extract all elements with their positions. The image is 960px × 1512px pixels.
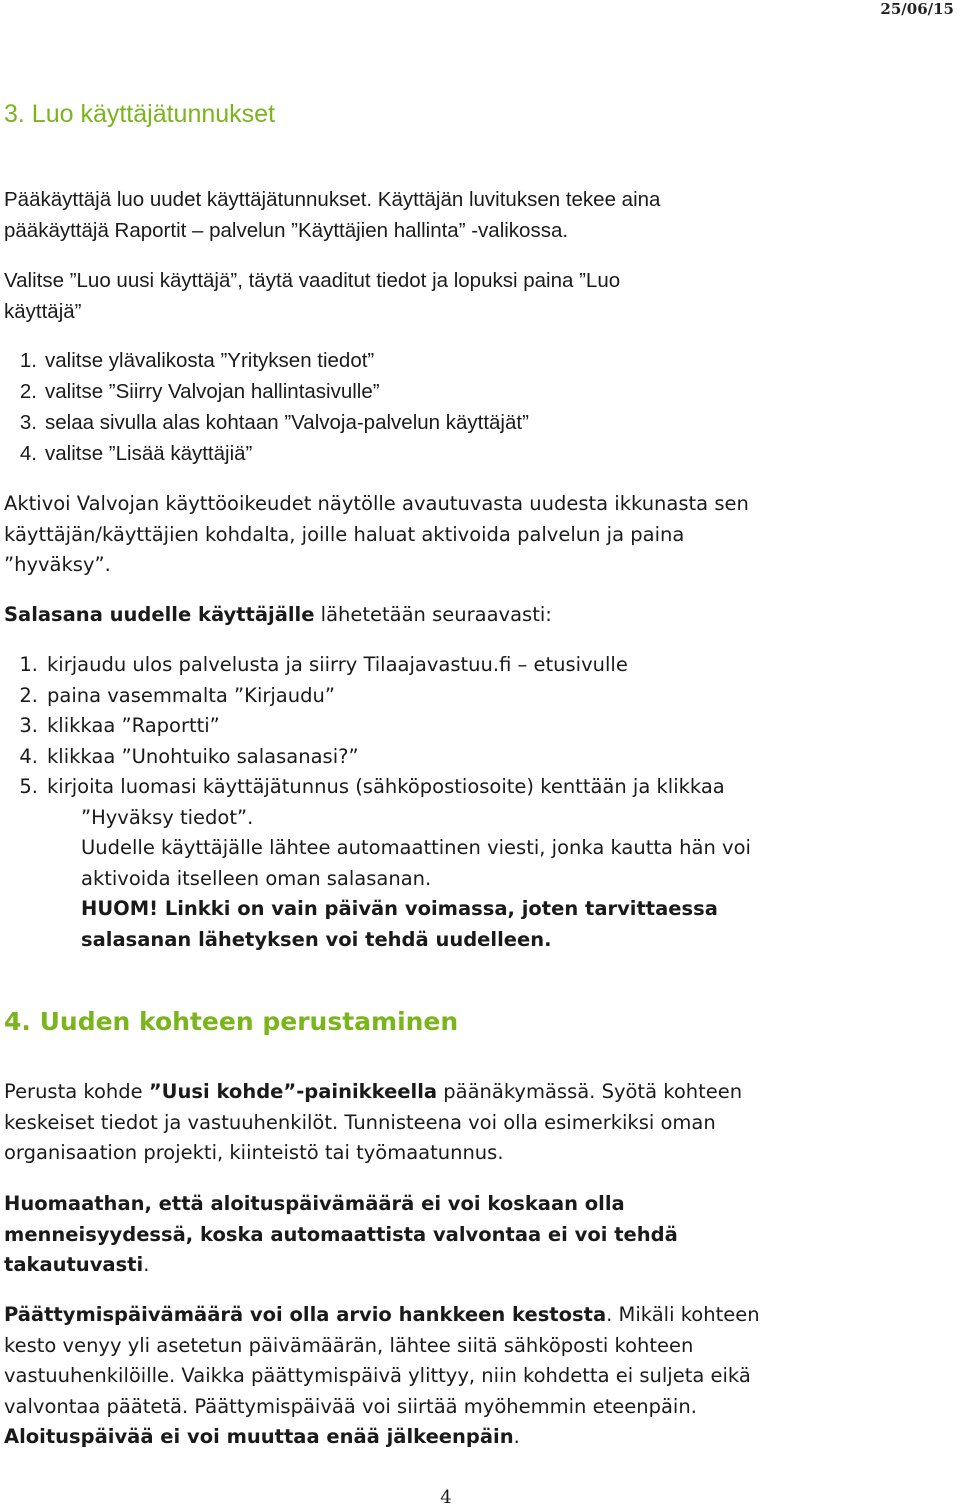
p3-last-end: . bbox=[513, 1425, 520, 1448]
list-item bbox=[4, 345, 529, 376]
password-heading-bold: Salasana uudelle käyttäjälle bbox=[4, 603, 315, 626]
paragraph-line: kesto venyy yli asetetun päivämäärän, lähtee siitä sähköposti kohteen bbox=[4, 1333, 694, 1357]
section4-paragraph-1 bbox=[4, 1077, 742, 1169]
list-text: valitse ylävalikosta ”Yrityksen tiedot” bbox=[45, 349, 375, 372]
password-steps-list bbox=[4, 650, 751, 955]
steps-list bbox=[4, 345, 529, 469]
section-4-heading: 4. Uuden kohteen perustaminen bbox=[4, 1007, 459, 1036]
list-item bbox=[4, 376, 529, 407]
list-text: kirjoita luomasi käyttäjätunnus (sähköpostiosoite) kenttään ja klikkaa bbox=[47, 775, 725, 798]
p3-last-bold: Aloituspäivää ei voi muuttaa enää jälkeenpäin bbox=[4, 1425, 514, 1448]
activate-line: ”hyväksy”. bbox=[4, 553, 111, 576]
activate-line: käyttäjän/käyttäjien kohdalta, joille haluat aktivoida palvelun ja paina bbox=[4, 522, 685, 546]
list-item bbox=[4, 407, 529, 438]
list-item bbox=[4, 650, 751, 681]
list-item bbox=[4, 681, 751, 712]
list-text: valitse ”Lisää käyttäjiä” bbox=[45, 442, 253, 465]
paragraph-line bbox=[4, 1250, 678, 1281]
password-heading bbox=[4, 600, 552, 631]
intro-paragraph bbox=[4, 184, 660, 246]
step5-continuation: ”Hyväksy tiedot”. bbox=[81, 805, 254, 829]
paragraph-line: organisaation projekti, kiinteistö tai työmaatunnus. bbox=[4, 1141, 504, 1164]
list-number: 1. bbox=[19, 653, 38, 676]
paragraph-line bbox=[4, 1422, 760, 1453]
list-text: kirjaudu ulos palvelusta ja siirry Tilaajavastuu.fi – etusivulle bbox=[47, 653, 628, 676]
list-text: selaa sivulla alas kohtaan ”Valvoja-palvelun käyttäjät” bbox=[45, 411, 529, 434]
paragraph-line: valvontaa päätetä. Päättymispäivää voi siirtää myöhemmin eteenpäin. bbox=[4, 1394, 697, 1418]
intro-line: pääkäyttäjä Raportit – palvelun ”Käyttäjien hallinta” -valikossa. bbox=[4, 219, 569, 242]
page-number: 4 bbox=[440, 1487, 452, 1508]
list-text: valitse ”Siirry Valvojan hallintasivulle” bbox=[45, 380, 380, 403]
list-number: 4. bbox=[19, 744, 38, 768]
list-number: 3. bbox=[19, 411, 37, 434]
list-number: 2. bbox=[19, 683, 38, 707]
activate-paragraph bbox=[4, 489, 749, 581]
paragraph-line bbox=[4, 1300, 760, 1331]
paragraph-line: vastuuhenkilöille. Vaikka päättymispäivä ylittyy, niin kohdetta ei suljeta eikä bbox=[4, 1364, 751, 1387]
list-item bbox=[4, 711, 751, 742]
list-item bbox=[4, 772, 751, 803]
step5-note-line: aktivoida itselleen oman salasanan. bbox=[81, 866, 432, 890]
p1-text-bold: ”Uusi kohde”-painikkeella bbox=[148, 1080, 438, 1103]
activate-line: Aktivoi Valvojan käyttöoikeudet näytölle avautuvasta uudesta ikkunasta sen bbox=[4, 492, 749, 515]
step5-warning-line: salasanan lähetyksen voi tehdä uudelleen. bbox=[81, 927, 552, 951]
document-date: 25/06/15 bbox=[880, 0, 954, 18]
p3-rest: . Mikäli kohteen bbox=[606, 1303, 760, 1326]
list-number: 4. bbox=[19, 442, 37, 465]
list-number: 2. bbox=[19, 380, 37, 403]
list-text: klikkaa ”Unohtuiko salasanasi?” bbox=[47, 744, 359, 768]
password-heading-rest: lähetetään seuraavasti: bbox=[314, 603, 552, 626]
p1-text-c: päänäkymässä. Syötä kohteen bbox=[437, 1080, 743, 1103]
list-text: paina vasemmalta ”Kirjaudu” bbox=[47, 683, 335, 707]
p2-end: . bbox=[143, 1253, 150, 1276]
paragraph-line: Huomaathan, että aloituspäivämäärä ei voi koskaan olla bbox=[4, 1192, 625, 1215]
section-3-heading: 3. Luo käyttäjätunnukset bbox=[4, 100, 276, 128]
section4-paragraph-2 bbox=[4, 1189, 678, 1281]
p1-text-a: Perusta kohde bbox=[4, 1080, 149, 1103]
section4-paragraph-3 bbox=[4, 1300, 760, 1453]
paragraph-line: menneisyydessä, koska automaattista valvontaa ei voi tehdä bbox=[4, 1222, 678, 1246]
intro-line: Pääkäyttäjä luo uudet käyttäjätunnukset. Käyttäjän luvituksen tekee aina bbox=[4, 188, 661, 211]
list-item bbox=[4, 742, 751, 773]
list-text: klikkaa ”Raportti” bbox=[47, 714, 220, 737]
choose-line: käyttäjä” bbox=[4, 300, 82, 323]
paragraph-line bbox=[4, 1077, 742, 1108]
paragraph-line: keskeiset tiedot ja vastuuhenkilöt. Tunnisteena voi olla esimerkiksi oman bbox=[4, 1110, 716, 1134]
list-number: 1. bbox=[19, 349, 37, 372]
p2-last-bold: takautuvasti bbox=[4, 1253, 144, 1276]
p3-bold: Päättymispäivämäärä voi olla arvio hankkeen kestosta bbox=[4, 1303, 607, 1326]
list-number: 3. bbox=[19, 714, 38, 737]
list-item bbox=[4, 438, 529, 469]
list-number: 5. bbox=[19, 775, 38, 798]
step5-note-line: Uudelle käyttäjälle lähtee automaattinen viesti, jonka kautta hän voi bbox=[81, 836, 751, 859]
choose-line: Valitse ”Luo uusi käyttäjä”, täytä vaaditut tiedot ja lopuksi paina ”Luo bbox=[4, 269, 621, 292]
step5-warning-line: HUOM! Linkki on vain päivän voimassa, joten tarvittaessa bbox=[81, 897, 718, 920]
choose-paragraph bbox=[4, 265, 620, 327]
